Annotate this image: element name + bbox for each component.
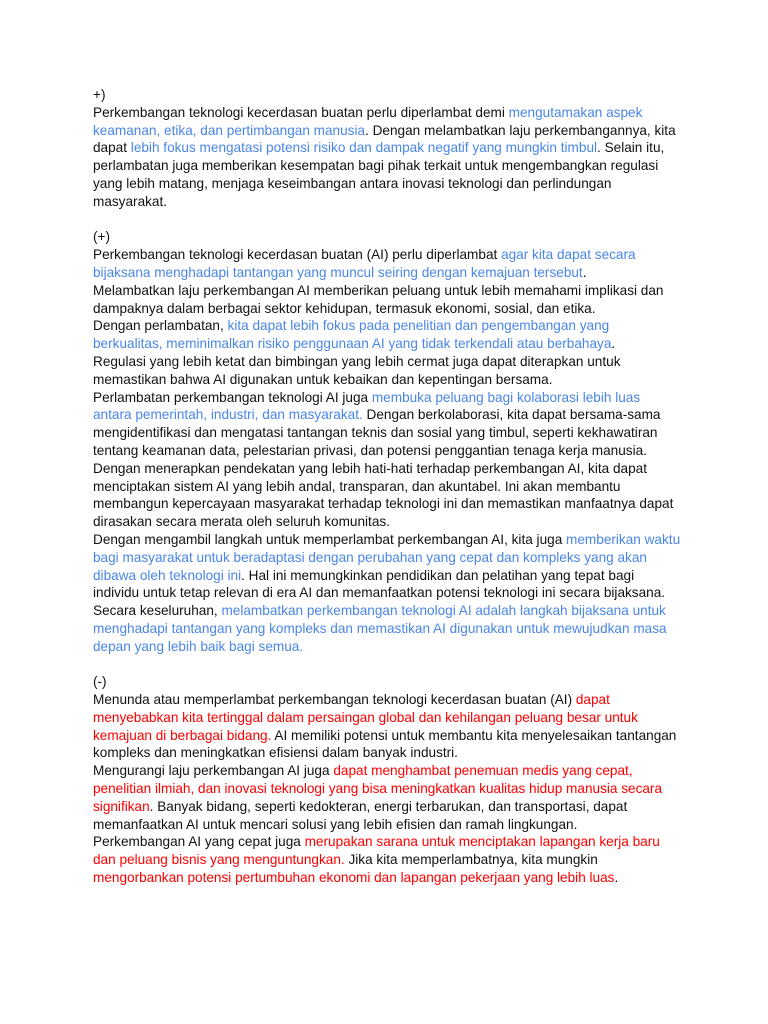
text-segment: Mengurangi laju perkembangan AI juga xyxy=(93,763,334,779)
paragraph xyxy=(93,762,681,833)
paragraph xyxy=(93,246,681,282)
highlight-segment-red: dapat menyebabkan kita tertinggal dalam persaingan global dan kehilangan peluang besar untuk kemajuan di berbagai bidang. xyxy=(93,692,638,743)
highlight-segment-blue: kita dapat lebih fokus pada penelitian dan pengembangan yang berkualitas, meminimalkan risiko penggunaan AI yang tidak terkendali atau berbahaya xyxy=(93,318,612,352)
paragraph xyxy=(93,460,681,531)
highlight-segment-red: merupakan sarana untuk menciptakan lapangan kerja baru dan peluang bisnis yang menguntungkan. xyxy=(93,834,660,868)
text-segment: Perkembangan teknologi kecerdasan buatan (AI) perlu diperlambat xyxy=(93,247,502,263)
paragraph xyxy=(93,317,681,353)
text-segment: Dengan perlambatan, xyxy=(93,318,228,334)
blank-line xyxy=(93,211,681,229)
text-segment: Jika kita memperlambatnya, kita mungkin xyxy=(344,852,598,868)
text-segment: . Selain itu, perlambatan juga memberikan kesempatan bagi pihak terkait untuk mengembangkan regulasi yang lebih matang, menjaga keseimbangan antara inovasi teknologi dan perlindungan masyarakat. xyxy=(93,140,665,209)
text-segment: Dengan menerapkan pendekatan yang lebih hati-hati terhadap perkembangan AI, kita dapat menciptakan sistem AI yang lebih andal, transparan, dan akuntabel. Ini akan membantu membangun kepercayaan masyarakat terhadap teknologi ini dan memastikan manfaatnya dapat dirasakan secara merata oleh seluruh komunitas. xyxy=(93,460,674,530)
text-segment: Perkembangan teknologi kecerdasan buatan perlu diperlambat demi xyxy=(93,104,509,120)
paragraph xyxy=(93,602,681,655)
text-segment: . Hal ini memungkinkan pendidikan dan pelatihan yang tepat bagi individu untuk tetap relevan di era AI dan memanfaatkan potensi teknologi ini secara bijaksana. xyxy=(93,567,666,601)
document-page xyxy=(93,86,681,887)
section-pro-2 xyxy=(93,228,681,655)
section-marker: +) xyxy=(93,87,106,102)
paragraph xyxy=(93,389,681,460)
text-segment: Menunda atau memperlambat perkembangan teknologi kecerdasan buatan (AI) xyxy=(93,692,576,708)
highlight-segment-blue: melambatkan perkembangan teknologi AI adalah langkah bijaksana untuk menghadapi tantangan yang kompleks dan memastikan AI digunakan untuk mewujudkan masa depan yang lebih baik bagi semua. xyxy=(93,603,667,654)
paragraph xyxy=(93,691,681,762)
text-segment: . xyxy=(614,870,619,886)
section-marker: (-) xyxy=(93,674,107,690)
text-segment: . xyxy=(582,264,587,280)
highlight-segment-red: mengorbankan potensi pertumbuhan ekonomi dan lapangan pekerjaan yang lebih luas xyxy=(93,870,615,886)
text-segment: . xyxy=(611,336,616,352)
highlight-segment-red: dapat menghambat penemuan medis yang cepat, penelitian ilmiah, dan inovasi teknologi yang bisa meningkatkan kualitas hidup manusia secara signifikan xyxy=(93,763,663,814)
paragraph xyxy=(93,531,681,602)
highlight-segment-blue: memberikan waktu bagi masyarakat untuk beradaptasi dengan perubahan yang cepat dan kompleks yang akan dibawa oleh teknologi ini xyxy=(93,531,681,583)
paragraph xyxy=(93,104,681,211)
highlight-segment-blue: mengutamakan aspek keamanan, etika, dan pertimbangan manusia xyxy=(93,104,643,138)
text-segment: Dengan mengambil langkah untuk memperlambat perkembangan AI, kita juga xyxy=(93,531,567,547)
section-marker: (+) xyxy=(93,229,110,245)
highlight-segment-blue: lebih fokus mengatasi potensi risiko dan dampak negatif yang mungkin timbul xyxy=(130,140,598,156)
text-segment: Secara keseluruhan, xyxy=(93,603,222,619)
text-segment: Regulasi yang lebih ketat dan bimbingan yang lebih cermat juga dapat diterapkan untuk memastikan bahwa AI digunakan untuk kebaikan dan kepentingan bersama. xyxy=(93,353,621,387)
text-segment: Dengan berkolaborasi, kita dapat bersama-sama mengidentifikasi dan mengatasi tantangan teknis dan sosial yang timbul, seperti kekhawatiran tentang keamanan data, pelestarian privasi, dan potensi penggantian tenaga kerja manusia. xyxy=(93,407,661,458)
text-segment: Perkembangan AI yang cepat juga xyxy=(93,834,305,850)
blank-line xyxy=(93,656,681,674)
section-pro-1 xyxy=(93,86,681,211)
highlight-segment-blue: agar kita dapat secara bijaksana menghadapi tantangan yang muncul seiring dengan kemajuan tersebut xyxy=(93,247,636,280)
paragraph xyxy=(93,833,681,886)
text-segment: AI memiliki potensi untuk membantu kita menyelesaikan tantangan kompleks dan meningkatkan efisiensi dalam banyak industri. xyxy=(93,727,677,761)
text-segment: Melambatkan laju perkembangan AI memberikan peluang untuk lebih memahami implikasi dan dampaknya dalam berbagai sektor kehidupan, termasuk ekonomi, sosial, dan etika. xyxy=(93,282,664,316)
paragraph xyxy=(93,353,681,389)
text-segment: . Banyak bidang, seperti kedokteran, energi terbarukan, dan transportasi, dapat memanfaatkan AI untuk mencari solusi yang lebih efisien dan ramah lingkungan. xyxy=(93,798,628,832)
paragraph xyxy=(93,282,681,318)
section-contra xyxy=(93,673,681,887)
text-segment: . Dengan melambatkan laju perkembangannya, kita dapat xyxy=(93,122,676,156)
highlight-segment-blue: membuka peluang bagi kolaborasi lebih luas antara pemerintah, industri, dan masyarakat. xyxy=(93,389,641,423)
text-segment: Perlambatan perkembangan teknologi AI juga xyxy=(93,389,372,405)
